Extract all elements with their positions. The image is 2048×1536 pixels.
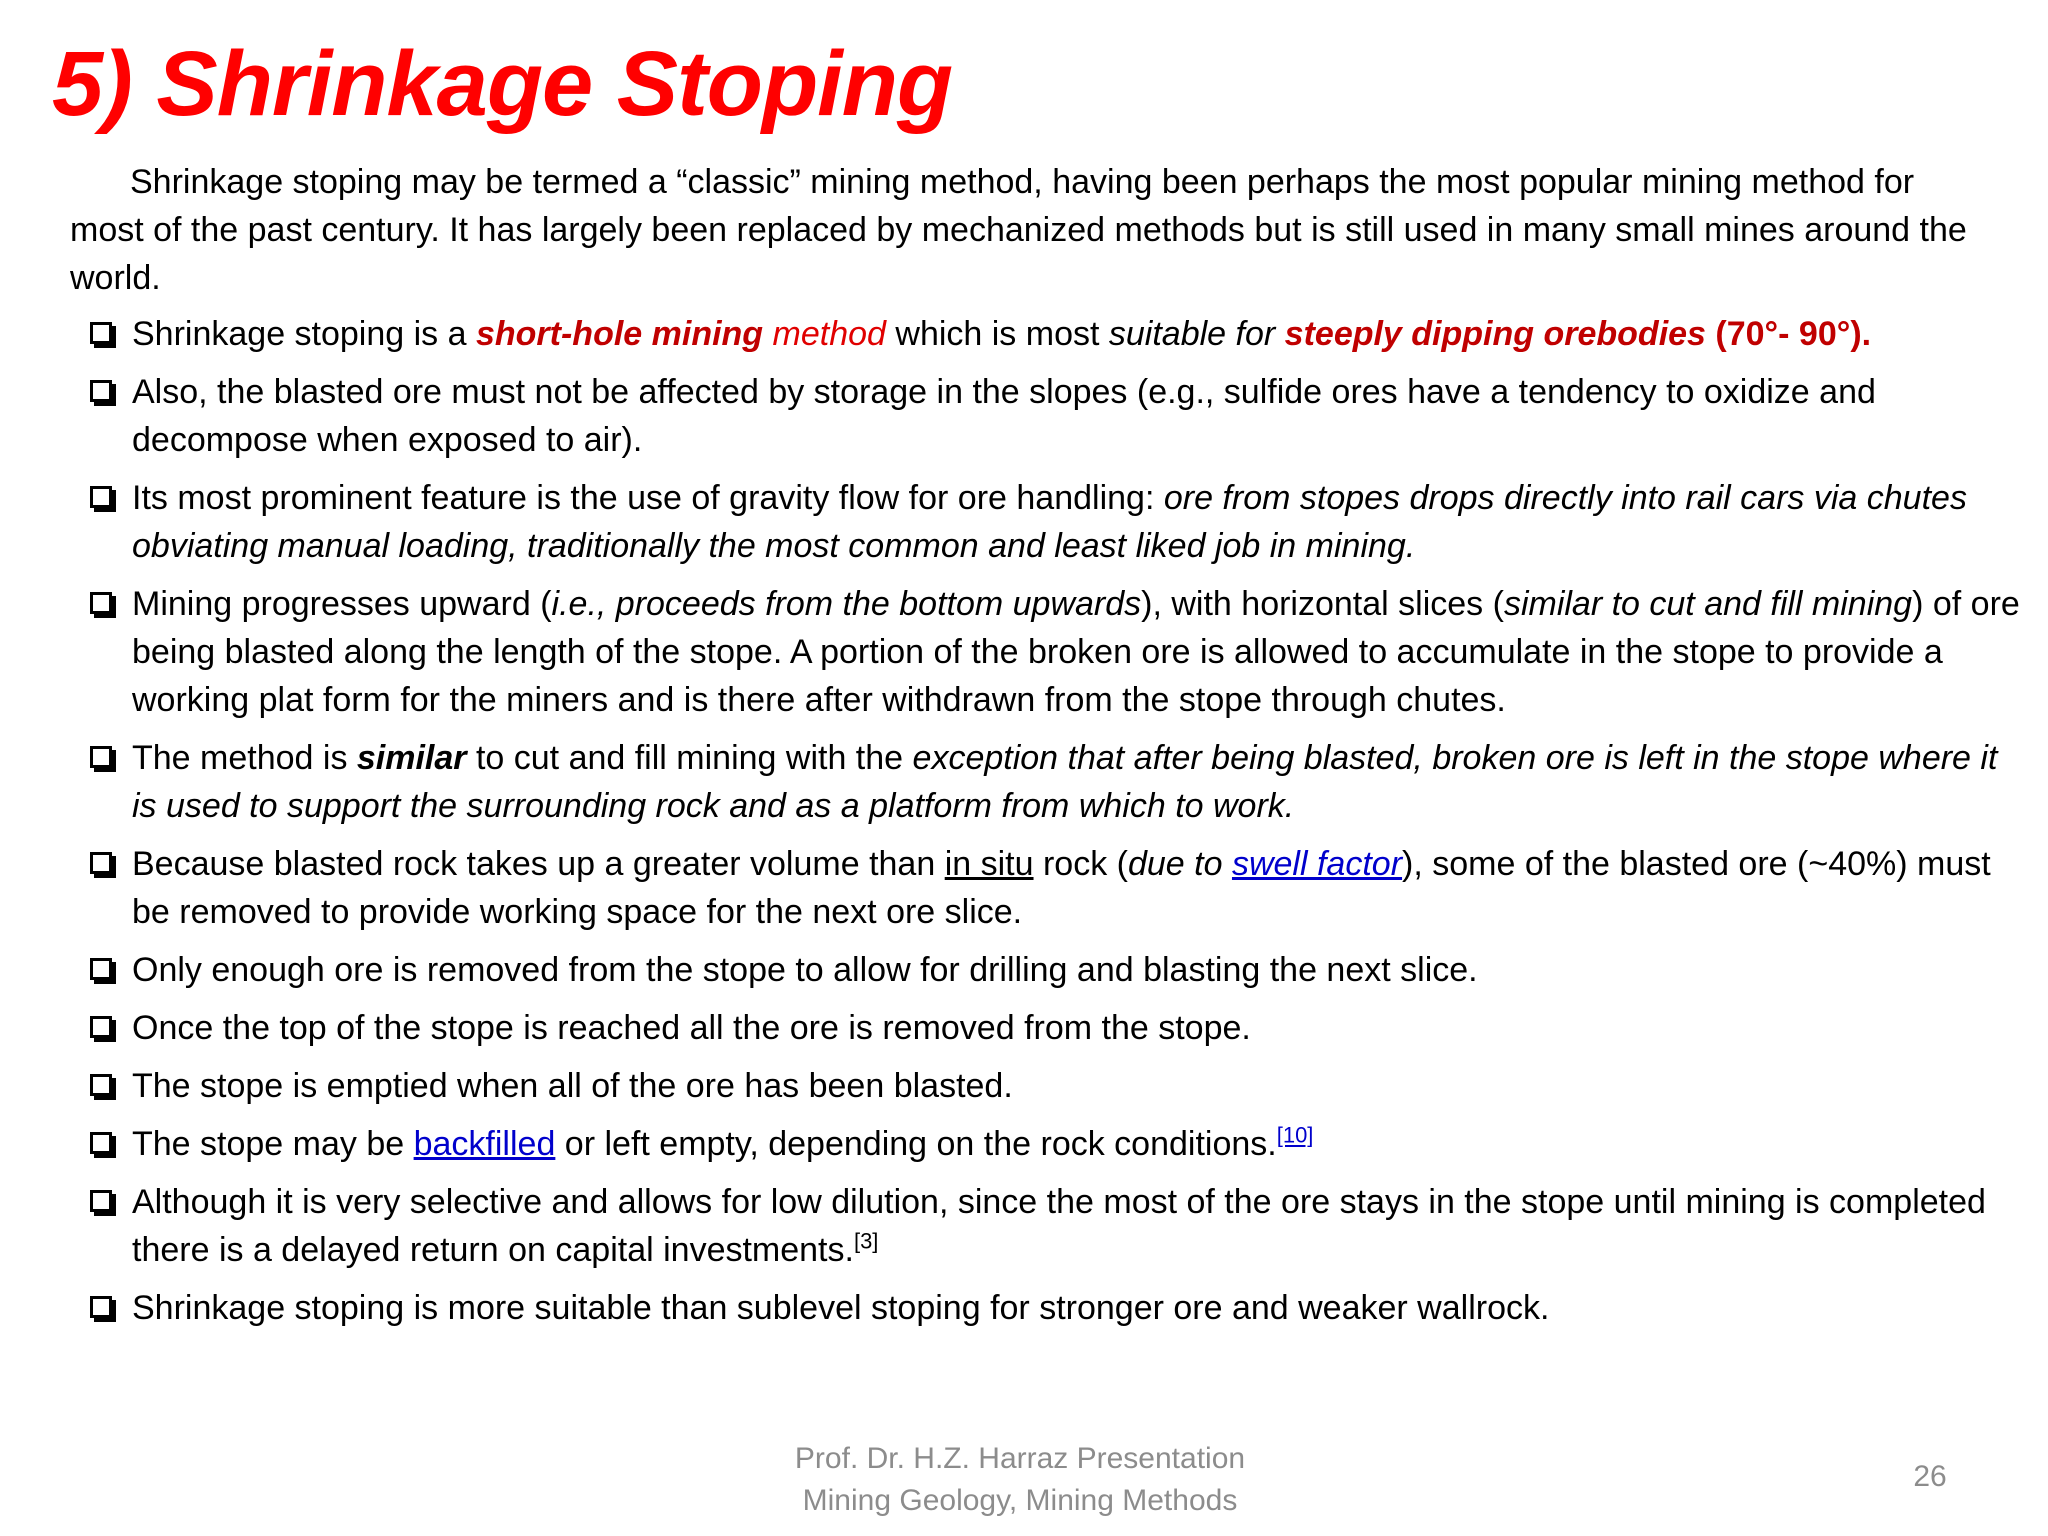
checkbox-square-icon (90, 1016, 112, 1038)
checkbox-square-icon (90, 1132, 112, 1154)
reference-link[interactable]: [10] (1276, 1122, 1314, 1148)
text: Because blasted rock takes up a greater volume than (132, 845, 945, 883)
footer-subject: Mining Geology, Mining Methods (802, 1484, 1238, 1517)
italic-text: similar to cut and fill mining (1503, 585, 1913, 623)
text: Once the top of the stope is reached all the ore is removed from the stope. (132, 1009, 1251, 1047)
text: or left empty, depending on the rock conditions. (555, 1125, 1277, 1163)
italic-text: suitable for (1108, 315, 1276, 353)
emphasis-text: method (763, 315, 886, 353)
text: Only enough ore is removed from the stope to allow for drilling and blasting the next slice. (132, 951, 1478, 989)
checkbox-square-icon (90, 1074, 112, 1096)
text: which is most (885, 315, 1109, 353)
emphasis-text: steeply dipping orebodies (1284, 315, 1706, 353)
slide-title: 5) Shrinkage Stoping (52, 33, 953, 135)
bullet-list (88, 310, 2023, 1342)
text: Also, the blasted ore must not be affected by storage in the slopes (e.g., sulfide ores have a tendency to oxidize and decompose when exposed to air). (132, 373, 1876, 459)
checkbox-square-icon (90, 322, 112, 344)
text: ), with horizontal slices ( (1141, 585, 1504, 623)
text: ), some of the blasted ore (~40%) must be removed to provide working space for the next ore slice. (132, 845, 1991, 931)
checkbox-square-icon (90, 486, 112, 508)
text: rock ( (1033, 845, 1128, 883)
text: Its most prominent feature is the use of gravity flow for ore handling: (132, 479, 1164, 517)
text: The stope is emptied when all of the ore has been blasted. (132, 1067, 1013, 1105)
text: Mining progresses upward ( (132, 585, 552, 623)
checkbox-square-icon (90, 958, 112, 980)
underlined-text: in situ (944, 845, 1034, 883)
backfilled-link[interactable]: backfilled (413, 1125, 556, 1163)
emphasis-text: (70°- 90°). (1705, 315, 1872, 353)
italic-text: ore from stopes drops directly into rail cars via chutes obviating manual loading, traditionally the most common and least liked job in mining. (132, 479, 1967, 565)
bullet-item (88, 840, 2023, 936)
bullet-item (88, 1120, 2023, 1168)
text: Although it is very selective and allows for low dilution, since the most of the ore stays in the stope until mining is completed there is a delayed return on capital investments. (132, 1183, 1986, 1269)
italic-text: exception that after being blasted, broken ore is left in the stope where it is used to support the surrounding rock and as a platform from which to work. (132, 739, 1998, 825)
checkbox-square-icon (90, 746, 112, 768)
bullet-item (88, 1062, 2023, 1110)
checkbox-square-icon (90, 380, 112, 402)
checkbox-square-icon (90, 1190, 112, 1212)
footer-author: Prof. Dr. H.Z. Harraz Presentation (794, 1442, 1246, 1475)
text (1275, 315, 1284, 353)
text: to cut and fill mining with the (466, 739, 913, 777)
bullet-item (88, 946, 2023, 994)
checkbox-square-icon (90, 1296, 112, 1318)
bullet-item (88, 734, 2023, 830)
checkbox-square-icon (90, 852, 112, 874)
text: The stope may be (132, 1125, 414, 1163)
bold-italic-text: similar (356, 739, 467, 777)
emphasis-text: short-hole mining (475, 315, 764, 353)
bullet-item (88, 368, 2023, 464)
checkbox-square-icon (90, 592, 112, 614)
italic-text: i.e., proceeds from the bottom upwards (551, 585, 1142, 623)
bullet-item (88, 1004, 2023, 1052)
bullet-item (88, 474, 2023, 570)
italic-text: due to (1127, 845, 1232, 883)
intro-paragraph: Shrinkage stoping may be termed a “classic” mining method, having been perhaps the most popular mining method for most of the past century. It has largely been replaced by mechanized methods but is still used in many small mines around the world. (70, 163, 1967, 297)
swell-factor-link[interactable]: swell factor (1231, 845, 1403, 883)
bullet-item (88, 310, 2023, 358)
page-number: 26 (1913, 1460, 1947, 1493)
bullet-item (88, 1178, 2023, 1274)
reference-marker: [3] (853, 1228, 879, 1254)
text: Shrinkage stoping is a (132, 315, 476, 353)
text: The method is (132, 739, 357, 777)
text: Shrinkage stoping is more suitable than sublevel stoping for stronger ore and weaker wallrock. (132, 1289, 1550, 1327)
footer (760, 1438, 1280, 1522)
bullet-item (88, 580, 2023, 724)
text: ) of ore being blasted along the length of the stope. A portion of the broken ore is allowed to accumulate in the stope to provide a working plat form for the miners and is there after withdrawn from the stope through chutes. (132, 585, 2020, 719)
bullet-item (88, 1284, 2023, 1332)
